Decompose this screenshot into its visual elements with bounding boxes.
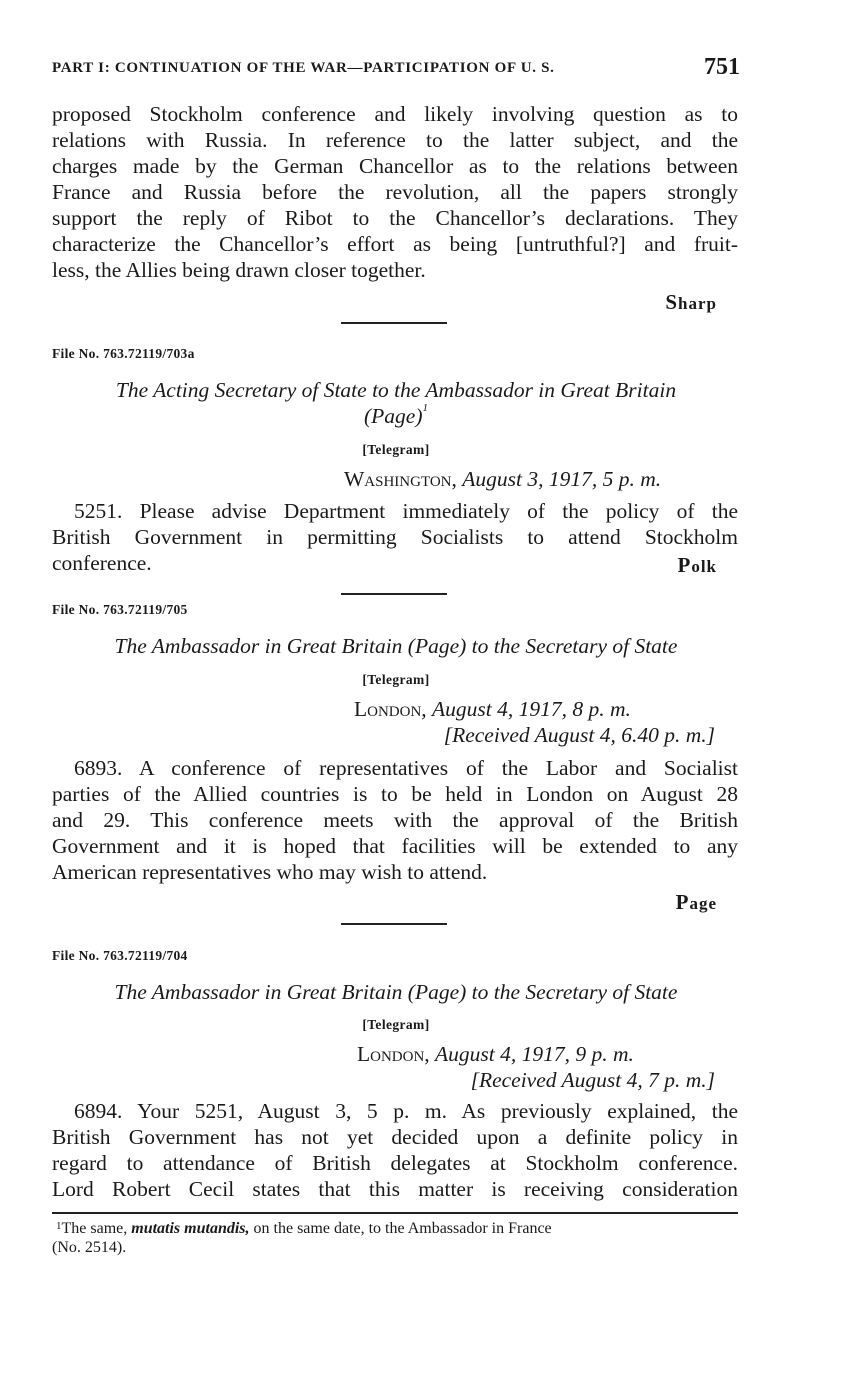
- dateline-date: August 4, 1917, 9 p. m.: [435, 1042, 634, 1066]
- telegram-tag: [Telegram]: [362, 1017, 430, 1032]
- text-line: Government and it is hoped that facilities will be extended to any: [52, 834, 738, 858]
- section-divider: [341, 322, 447, 324]
- section-divider: [341, 593, 447, 595]
- telegram-tag: [Telegram]: [362, 672, 430, 687]
- dateline: [344, 467, 661, 492]
- message-paragraph: [52, 498, 738, 576]
- document-title: The Ambassador in Great Britain (Page) to the Secretary of State: [114, 980, 678, 1004]
- text-line: conference.: [52, 551, 152, 575]
- telegram-tag: [Telegram]: [362, 442, 430, 457]
- text-line: regard to attendance of British delegates at Stockholm conference.: [52, 1151, 738, 1175]
- file-number: File No. 763.72119/705: [52, 602, 188, 617]
- running-header: [52, 54, 740, 84]
- text-line: parties of the Allied countries is to be held in London on August 28: [52, 782, 738, 806]
- message-paragraph: [52, 1098, 738, 1202]
- received-line: [Received August 4, 7 p. m.]: [470, 1068, 715, 1092]
- text-line: charges made by the German Chancellor as to the relations between: [52, 154, 738, 178]
- footnote-text: on the same date, to the Ambassador in France: [253, 1220, 552, 1237]
- text-line: British Government has not yet decided upon a definite policy in: [52, 1125, 738, 1149]
- footnote-divider: [52, 1212, 738, 1214]
- text-line: American representatives who may wish to attend.: [52, 860, 488, 884]
- title-line: The Acting Secretary of State to the Ambassador in Great Britain: [115, 378, 677, 402]
- dateline-date: August 3, 1917, 5 p. m.: [462, 467, 662, 491]
- dateline-place: Washington,: [344, 467, 457, 491]
- text-line: and 29. This conference meets with the approval of the British: [52, 808, 738, 832]
- footnote: [52, 1219, 740, 1257]
- text-line: British Government in permitting Socialists to attend Stockholm: [52, 525, 738, 549]
- signature-page: Page: [675, 890, 717, 914]
- signature-polk: Polk: [677, 553, 717, 577]
- text-line: Lord Robert Cecil states that this matter is receiving consideration: [52, 1177, 738, 1201]
- dateline-place: London,: [354, 697, 427, 721]
- file-number: File No. 763.72119/703a: [52, 346, 195, 361]
- document-title-continued: [52, 404, 740, 429]
- text-line: support the reply of Ribot to the Chancellor’s declarations. They: [52, 206, 738, 230]
- footnote-line: (No. 2514).: [52, 1239, 127, 1256]
- text-line: characterize the Chancellor’s effort as being [untruthful?] and fruit-: [52, 232, 738, 256]
- text-line: less, the Allies being drawn closer together.: [52, 258, 426, 282]
- footnote-ref: 1: [422, 402, 428, 414]
- footnote-marker: 1: [56, 1220, 62, 1232]
- title-line: (Page): [364, 404, 423, 428]
- section-divider: [341, 923, 447, 925]
- file-number: File No. 763.72119/704: [52, 948, 188, 963]
- intro-paragraph: [52, 101, 738, 283]
- text-line: relations with Russia. In reference to the latter subject, and the: [52, 128, 738, 152]
- received-line: [Received August 4, 6.40 p. m.]: [443, 723, 715, 747]
- dateline-place: London,: [357, 1042, 430, 1066]
- message-paragraph: [52, 755, 738, 885]
- text-line: 5251. Please advise Department immediately of the policy of the: [74, 499, 738, 523]
- dateline: [357, 1042, 634, 1067]
- dateline: [354, 697, 631, 722]
- page-number: 751: [704, 54, 740, 80]
- footnote-italic-text: mutatis mutandis,: [131, 1220, 250, 1237]
- footnote-text: The same,: [61, 1220, 128, 1237]
- document-title: [52, 378, 740, 403]
- signature-sharp: Sharp: [665, 290, 717, 314]
- dateline-date: August 4, 1917, 8 p. m.: [432, 697, 631, 721]
- text-line: proposed Stockholm conference and likely involving question as to: [52, 102, 738, 126]
- text-line: France and Russia before the revolution, all the papers strongly: [52, 180, 738, 204]
- header-title: PART I: CONTINUATION OF THE WAR—PARTICIPATION OF U. S.: [52, 60, 555, 76]
- text-line: 6894. Your 5251, August 3, 5 p. m. As previously explained, the: [74, 1099, 738, 1123]
- text-line: 6893. A conference of representatives of the Labor and Socialist: [74, 756, 738, 780]
- document-title: The Ambassador in Great Britain (Page) to the Secretary of State: [114, 634, 678, 658]
